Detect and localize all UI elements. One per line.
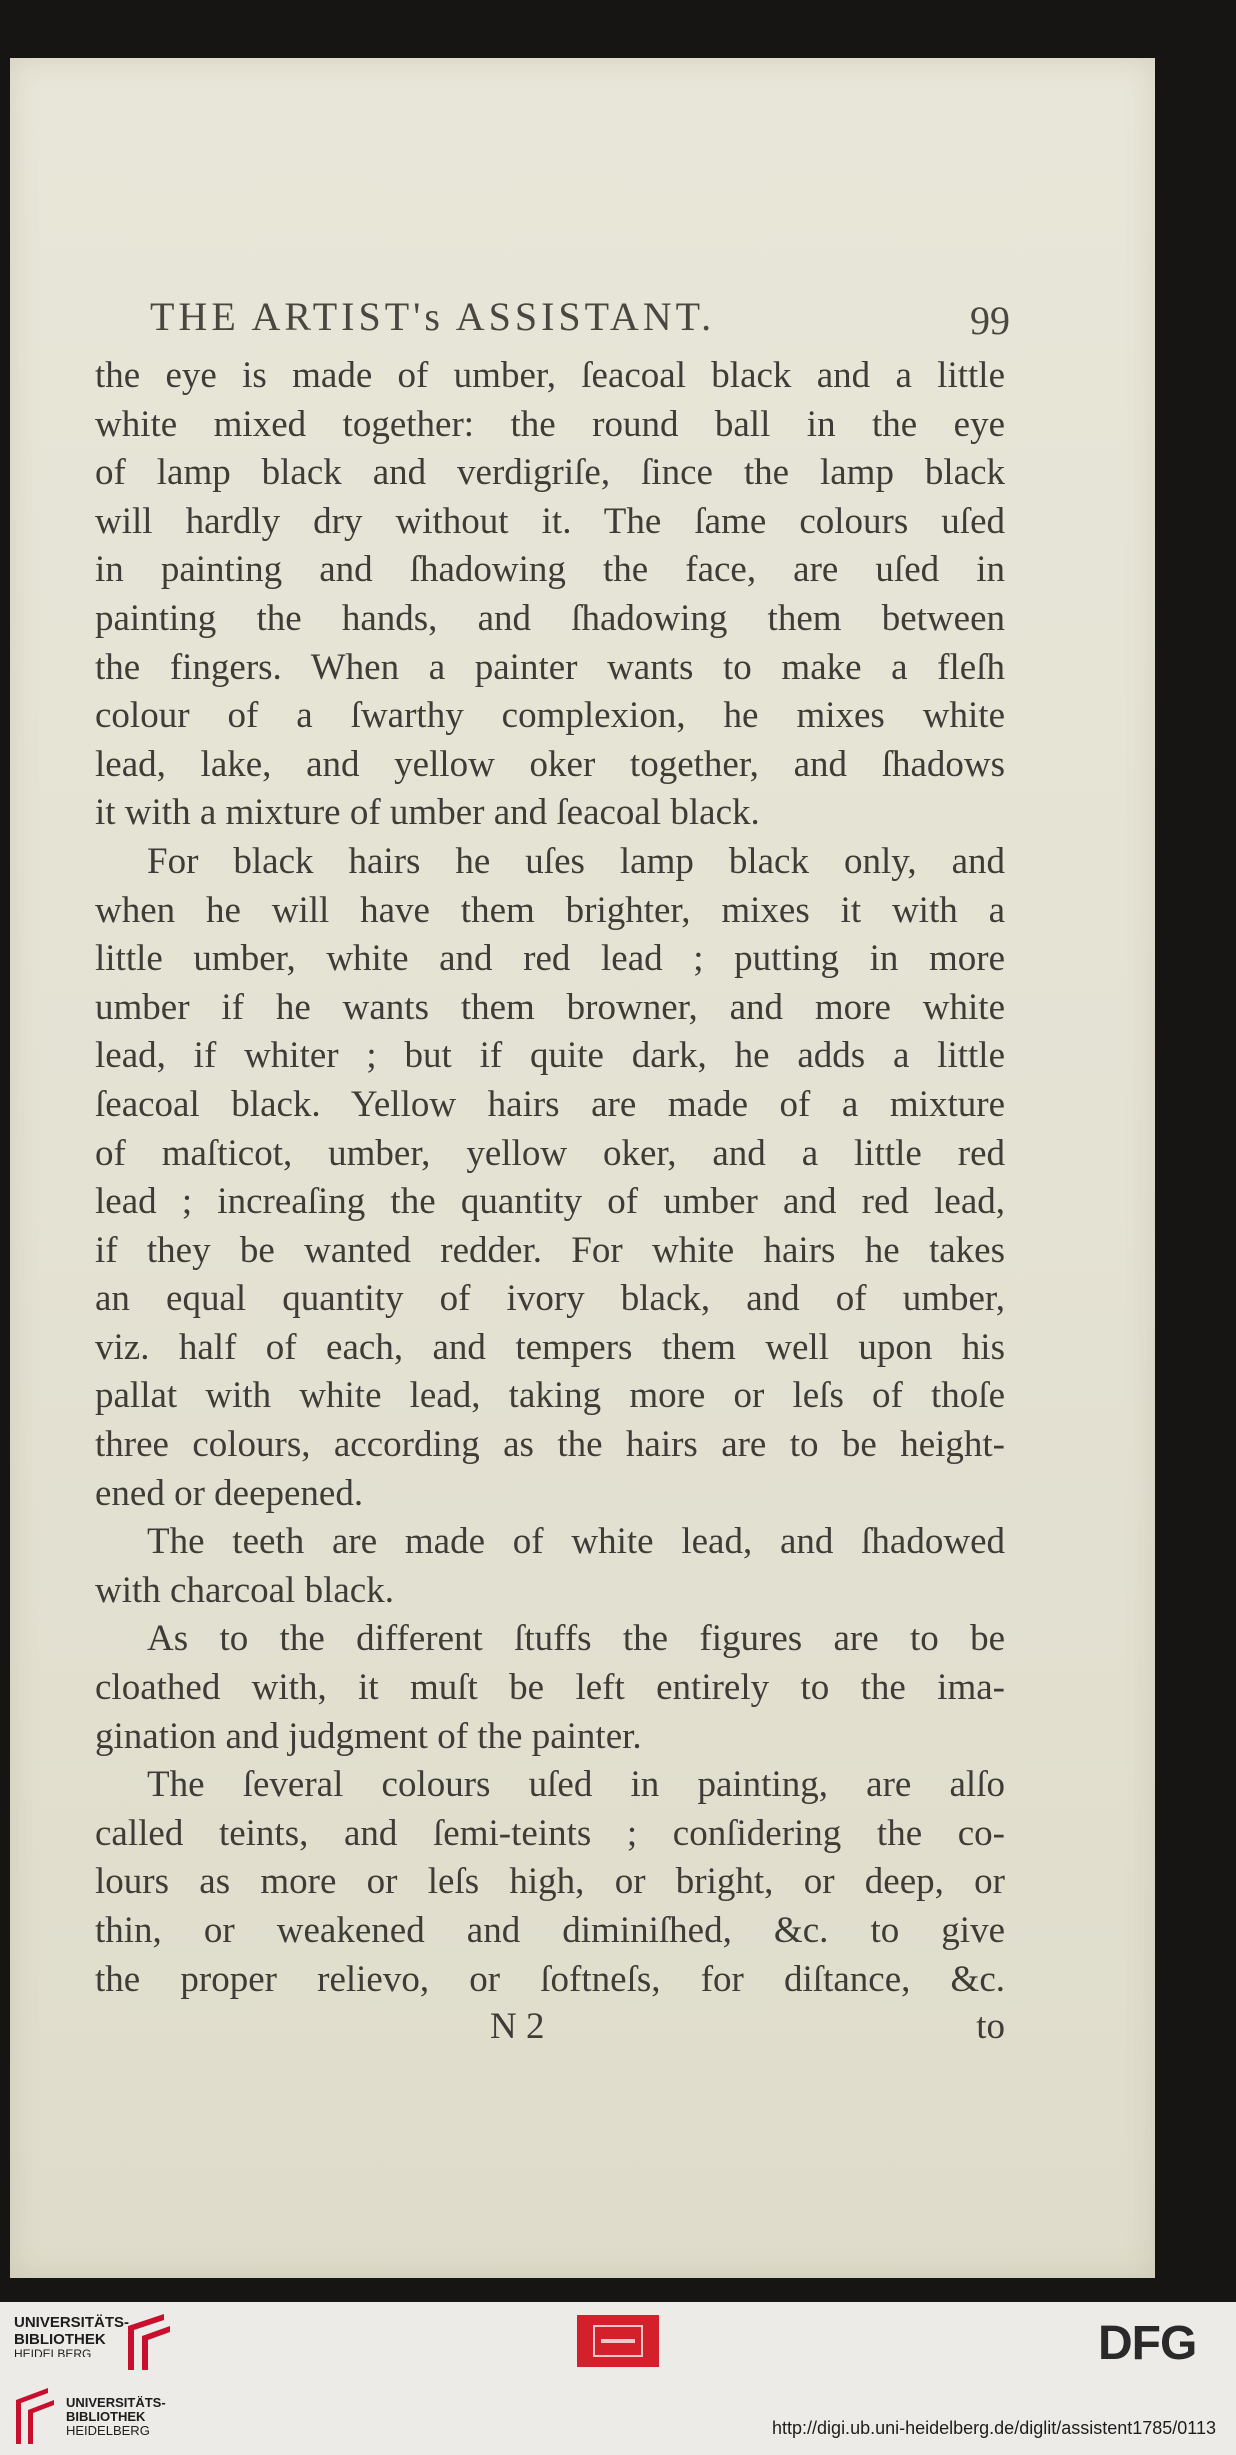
library-logo[interactable] <box>14 2312 184 2372</box>
text-line: painting the hands, and ſhadowing them between <box>95 597 1005 639</box>
text-line: white mixed together: the round ball in the eye <box>95 403 1005 445</box>
text-line: with charcoal black. <box>95 1569 394 1611</box>
text-line: lead, if whiter ; but if quite dark, he adds a little <box>95 1035 1005 1077</box>
paragraph-4 <box>95 1615 1005 1761</box>
text-line: ſeacoal black. Yellow hairs are made of a mixture <box>95 1083 1005 1125</box>
paragraph-5 <box>95 1761 1005 2004</box>
text-line: colour of a ſwarthy complexion, he mixes white <box>95 695 1005 737</box>
text-line: of lamp black and verdigriſe, ſince the lamp black <box>95 452 1005 494</box>
text-line: gination and judgment of the painter. <box>95 1715 642 1757</box>
text-line: the proper relievo, or ſoftneſs, for diſtance, &c. <box>95 1958 1005 2000</box>
text-line: The teeth are made of white lead, and ſhadowed <box>147 1521 1005 1563</box>
library-mark-icon <box>14 2386 60 2446</box>
text-line: umber if he wants them browner, and more white <box>95 986 1005 1028</box>
text-line: As to the different ſtuffs the figures are to be <box>147 1618 1005 1660</box>
running-head-title: THE ARTIST's ASSISTANT. <box>150 294 716 339</box>
library-mark-icon <box>124 2312 184 2372</box>
text-line: For black hairs he uſes lamp black only, and <box>147 840 1005 882</box>
text-line: the fingers. When a painter wants to make a fleſh <box>95 646 1005 688</box>
library-name-line: UNIVERSITÄTS- <box>66 2395 166 2410</box>
text-line: it with a mixture of umber and ſeacoal black. <box>95 792 760 834</box>
library-name-line: HEIDELBERG <box>14 2348 92 2357</box>
text-line: of maſticot, umber, yellow oker, and a little red <box>95 1132 1005 1174</box>
text-line: an equal quantity of ivory black, and of umber, <box>95 1278 1005 1320</box>
text-line: lead ; increaſing the quantity of umber and red lead, <box>95 1181 1005 1223</box>
text-line: called teints, and ſemi-teints ; conſidering the co- <box>95 1812 1005 1854</box>
paragraph-1 <box>95 352 1005 838</box>
text-line: if they be wanted redder. For white hairs he takes <box>95 1229 1005 1271</box>
library-name-line: UNIVERSITÄTS- <box>14 2314 130 2331</box>
body-text <box>95 352 1005 2004</box>
text-line: will hardly dry without it. The ſame colours uſed <box>95 500 1005 542</box>
paragraph-3 <box>95 1518 1005 1615</box>
text-line: when he will have them brighter, mixes it with a <box>95 889 1005 931</box>
text-line: little umber, white and red lead ; putting in more <box>95 938 1005 980</box>
running-head <box>140 285 1010 345</box>
badge-emblem-icon <box>593 2325 643 2357</box>
text-line: thin, or weakened and diminiſhed, &c. to give <box>95 1910 1005 1951</box>
library-name-line: HEIDELBERG <box>66 2423 150 2438</box>
text-line: The ſeveral colours uſed in painting, are alſo <box>147 1764 1005 1806</box>
text-line: ened or deepened. <box>95 1472 364 1514</box>
text-line: in painting and ſhadowing the face, are uſed in <box>95 549 1005 591</box>
digital-collection-badge[interactable] <box>577 2315 659 2367</box>
library-name <box>14 2314 129 2357</box>
library-name-line: BIBLIOTHEK <box>66 2409 146 2424</box>
library-logo-small[interactable] <box>14 2386 184 2448</box>
viewer-footer <box>0 2302 1236 2455</box>
text-line: the eye is made of umber, ſeacoal black and a little <box>95 355 1005 396</box>
text-line: pallat with white lead, taking more or leſs of thoſe <box>95 1375 1005 1417</box>
paragraph-2 <box>95 838 1005 1518</box>
catchword: to <box>976 2006 1005 2047</box>
text-line: viz. half of each, and tempers them well upon his <box>95 1326 1005 1368</box>
text-line: three colours, according as the hairs are to be height- <box>95 1424 1005 1466</box>
text-line: lead, lake, and yellow oker together, and ſhadows <box>95 743 1005 785</box>
library-name-line: BIBLIOTHEK <box>14 2331 106 2348</box>
library-name-small <box>66 2396 166 2438</box>
dfg-logo[interactable]: DFG <box>1098 2317 1197 2370</box>
text-line: cloathed with, it muſt be left entirely to the ima- <box>95 1667 1005 1709</box>
page-number: 99 <box>970 298 1010 343</box>
catch-line <box>95 2005 1005 2053</box>
signature-mark: N 2 <box>490 2006 545 2047</box>
text-line: lours as more or leſs high, or bright, or deep, or <box>95 1861 1005 1903</box>
page-url[interactable]: http://digi.ub.uni-heidelberg.de/diglit/assistent1785/0113 <box>772 2418 1216 2438</box>
